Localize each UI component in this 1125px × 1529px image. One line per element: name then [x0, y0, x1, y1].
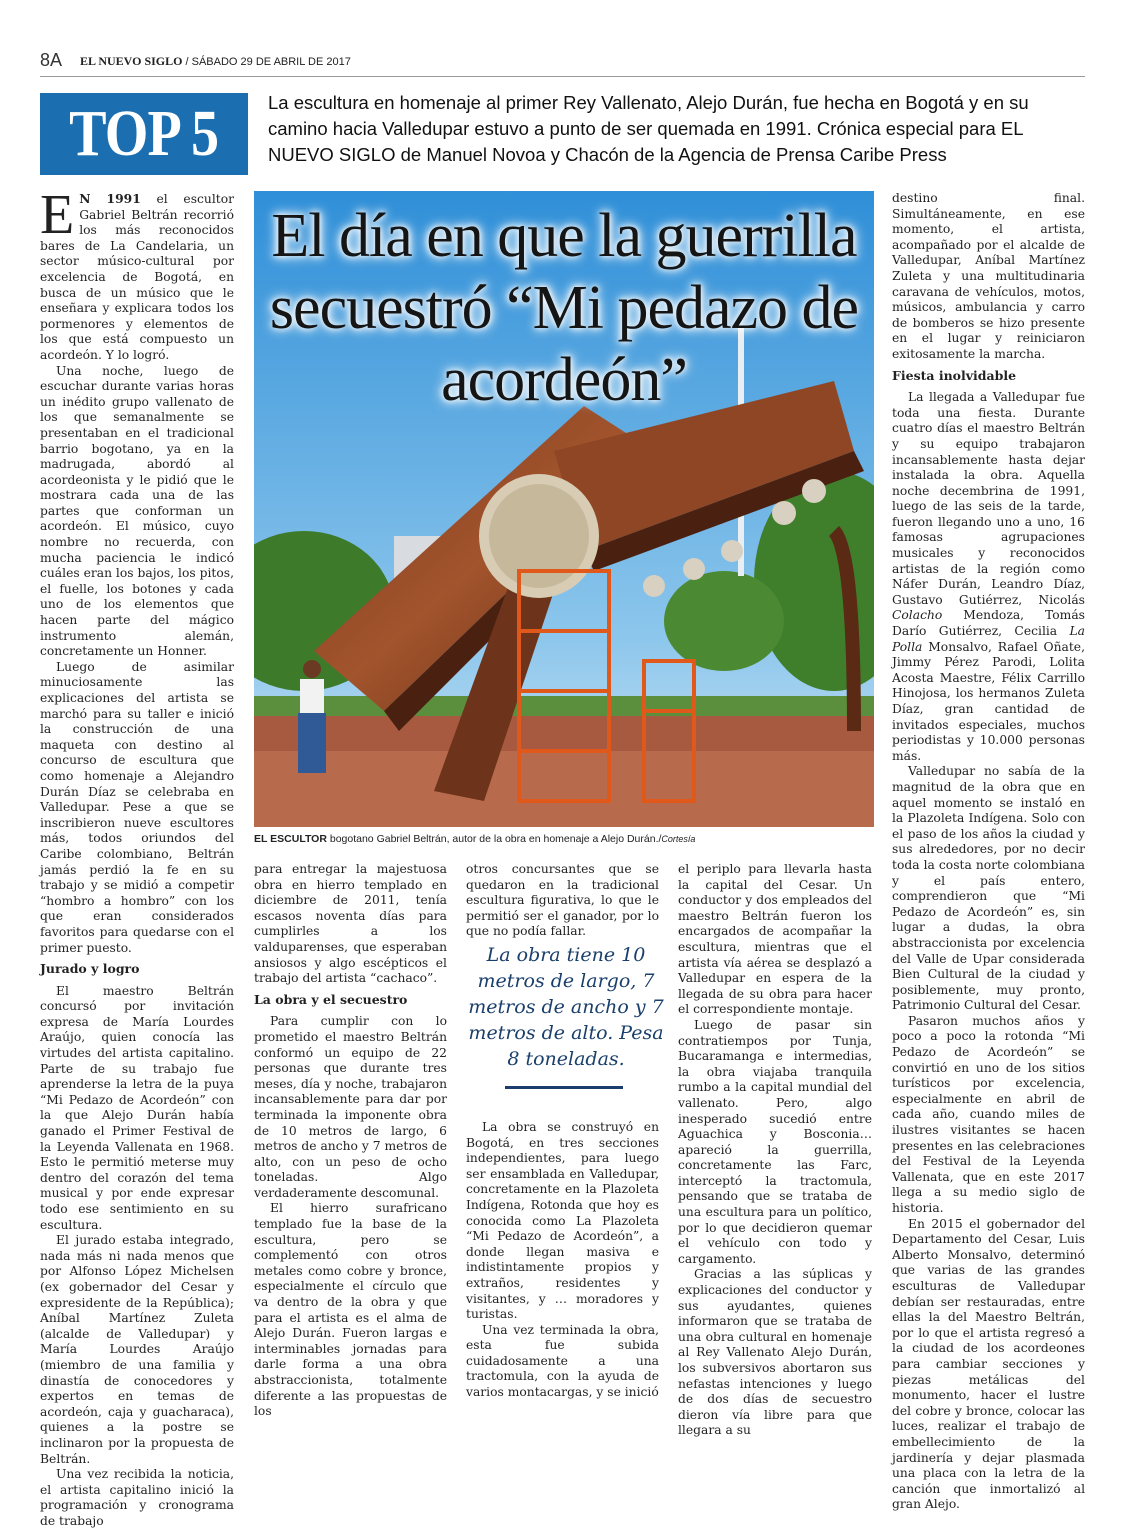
nickname: Colacho [892, 608, 943, 623]
paragraph-text: Monsalvo, Rafael Oñate, Jimmy Pérez Parodi, Lolita Acosta Maestre, Félix Carrillo Hinojosa, los hermanos Zuleta Díaz, gran cantidad de invitados especiales, muchos periodistas y 10.000 personas más. [892, 639, 1085, 763]
article-deck: La escultura en homenaje al primer Rey Vallenato, Alejo Durán, fue hecha en Bogotá y en su camino hacia Valledupar estuvo a punto de ser quemada en 1991. Crónica especial para EL NUEVO SIGLO de Manuel Novoa y Chacón de la Agencia de Prensa Caribe Press [268, 92, 1029, 165]
paragraph: Luego de pasar sin contratiempos por Tunja, Bucaramanga e intermedias, la obra viajaba tranquila rumbo a la capital mundial del vallenato. Pero, algo inesperado sucedió entre Aguachica y Bosconia… apareció la guerrilla, concretamente las Farc, interceptó la tractomula, pensando que se trataba de una escultura para un político, por lo que decidieron quemar el vehículo con todo y cargamento. [678, 1017, 872, 1266]
paragraph: destino final. Simultáneamente, en ese momento, el artista, acompañado por el alcalde de Valledupar, Aníbal Martínez Zuleta y una multitudinaria caravana de vehículos, motos, músicos, ambulancia y carro de bomberos se hizo presente en el lugar y reiniciaron exitosamente la marcha. [892, 191, 1085, 361]
column-4 [678, 862, 872, 1439]
paragraph [892, 390, 1085, 764]
photo-caption [254, 833, 874, 845]
paragraph: Valledupar no sabía de la magnitud de la obra que en aquel momento se instaló en la Plazoleta Indígena. Solo con el paso de los años la ciudad y sus alrededores, por no decir toda la costa norte colombiana y el país entero, comprendieron que “Mi Pedazo de Acordeón” es, sin lugar a dudas, la obra abstraccionista por excelencia del Valle de Upar considerada Bien Cultural de la ciudad y posiblemente, muy pronto, Patrimonio Cultural del Cesar. [892, 764, 1085, 1013]
section-label-box [40, 93, 248, 175]
paragraph: El maestro Beltrán concursó por invitación expresa de María Lourdes Araújo, quien conocía las virtudes del artista capitalino. Parte de su trabajo fue aprenderse la letra de la puya “Mi Pedazo de Acordeón” con la que Alejo Durán había ganado el Primer Festival de la Leyenda Vallenata en 1968. Esto le permitió meterse muy dentro del corazón del tema musical y por ende expresar todo ese sentimiento en su escultura. [40, 983, 234, 1232]
paragraph: Una vez terminada la obra, esta fue subida cuidadosamente a una tractomula, con la ayuda de varios montacargas, y se inició [466, 1322, 659, 1400]
headline: El día en que la guerrilla secuestró “Mi pedazo de acordeón” [269, 202, 859, 414]
subheading-obra: La obra y el secuestro [254, 991, 408, 1007]
paragraph-text: La llegada a Valledupar fue toda una fiesta. Durante cuatro días el maestro Beltrán y su equipo trabajaron incansablemente hasta dejar instalada la obra. Aquella noche decembrina de 1991, luego de las seis de la tarde, fueron llegando uno a uno, 16 famosas agrupaciones musicales y reconocidos artistas de la región como Náfer Durán, Leandro Díaz, Gustavo Gutiérrez, Nicolás [892, 390, 1085, 607]
masthead-title: EL NUEVO SIGLO [80, 54, 183, 68]
paragraph: el periplo para llevarla hasta la capital del Cesar. Un conductor y dos empleados del maestro Beltrán fueron los encargados de acompañar la escultura, mientras que el artista vía aérea se desplazó a Valledupar en espera de la llegada de su obra para hacer el correspondiente montaje. [678, 862, 872, 1017]
paragraph: Pasaron muchos años y poco a poco la rotonda “Mi Pedazo de Acordeón” se convirtió en uno de los sitios turísticos por excelencia, especialmente en abril de cada año, cuando miles de ilustres visitantes se hacen presentes en las celebraciones del Festival de la Leyenda Vallenata, que en este 2017 llega a su medio siglo de historia. [892, 1013, 1085, 1215]
subheading-jurado: Jurado y logro [40, 961, 140, 977]
paragraph: El jurado estaba integrado, nada más ni nada menos que por Alfonso López Michelsen (ex gobernador del Cesar y expresidente de la República); Aníbal Martínez Zuleta (alcalde de Valledupar) y María Lourdes Araújo (miembro de una familia y dinastía de conocedores y expertos en temas de acordeón, caja y guacharaca), quienes a la postre se inclinaron por la propuesta de Beltrán. [40, 1233, 234, 1466]
column-5 [892, 191, 1085, 1513]
paragraph: Gracias a las súplicas y explicaciones del conductor y sus ayudantes, quienes informaron que se trataba de una obra cultural en homenaje al Rey Vallenato Alejo Durán, los subversivos abortaron sus nefastas intenciones y luego de dos días de secuestro dieron vía libre para que llegara a su [678, 1267, 872, 1438]
paragraph: para entregar la majestuosa obra en hierro templado en diciembre de 2011, tenía escasos noventa días para cumplirles a los valduparenses, que esperaban ansiosos y algo escépticos el trabajo del artista “cachaco”. [254, 862, 447, 986]
paragraph-text: el escultor Gabriel Beltrán recorrió los más reconocidos bares de La Candelaria, un sector músico-cultural por excelencia de Bogotá, en busca de un músico que le enseñara y explicara todos los pormenores y elementos de los que está compuesto un acordeón. Y lo logró. [40, 192, 234, 362]
paragraph: Una noche, luego de escuchar durante varias horas un inédito grupo vallenato de los que semanalmente se presentaban en el tradicional barrio bogotano, ya en la madrugada, abordó al acordeonista y le pidió que le mostrara cada una de las partes que conforman un acordeón. El músico, cuyo nombre no recuerda, con mucha paciencia le indicó cuáles eran los bajos, los pitos, el fuelle, los botones y cada uno de los elementos que hacen parte del mágico instrumento alemán, concretamente un Honner. [40, 363, 234, 659]
column-2 [254, 862, 447, 1420]
paragraph-text: Mendoza, Tomás Darío Gutiérrez, Cecilia [892, 608, 1085, 639]
paragraph: otros concursantes que se quedaron en la tradicional escultura figurativa, lo que le permitió ser el ganador, por lo que no podía fallar. [466, 862, 659, 939]
paragraph: Una vez recibida la noticia, el artista capitalino inició la programación y cronograma de trabajo [40, 1467, 234, 1528]
column-1 [40, 184, 234, 1529]
paragraph: Luego de asimilar minuciosamente las explicaciones del artista se marchó para su taller e inició la construcción de una maqueta con destino al concurso de escultura que como homenaje a Alejandro Durán Díaz se celebraba en Valledupar. Pese a que se inscribieron nueve escultores más, todos oriundos del Caribe colombiano, Beltrán jamás perdió la fe en su trabajo y se midió a competir “hombro a hombro” con los que eran considerados favoritos para quedarse con el primer puesto. [40, 659, 234, 955]
caption-credit: Cortesía [661, 834, 696, 844]
dateline: / SÁBADO 29 DE ABRIL DE 2017 [182, 56, 351, 68]
drop-cap: E [40, 184, 75, 246]
paragraph: Para cumplir con lo prometido el maestro Beltrán conformó un equipo de 22 personas que durante tres meses, día y noche, trabajaron incansablemente para dar por terminada la imponente obra de 10 metros de largo, 6 metros de ancho y 7 metros de alto, con un peso de ocho toneladas. Algo verdaderamente descomunal. [254, 1014, 447, 1200]
lead-caps: N 1991 [79, 191, 141, 206]
section-label: TOP 5 [69, 97, 219, 170]
nickname: La Polla [892, 624, 1085, 654]
subheading-fiesta: Fiesta inolvidable [892, 367, 1017, 383]
masthead [80, 54, 351, 69]
paragraph: El hierro surafricano templado fue la base de la escultura, pero se complementó con otros metales como cobre y bronce, especialmente el círculo que va dentro de la obra y que para el artista es el alma de Alejo Durán. Fueron largas e interminables jornadas para darle forma a una obra abstraccionista, totalmente diferente a las propuestas de los [254, 1201, 447, 1419]
paragraph: En 2015 el gobernador del Departamento del Cesar, Luis Alberto Monsalvo, determinó que varias de las grandes esculturas de Valledupar debían ser restauradas, entre ellas la del Maestro Beltrán, por lo que el artista regresó a la ciudad de los acordeones para cambiar secciones y piezas metálicas del monumento, hacer el lustre del cobre y bronce, colocar las luces, realizar el trabajo de embellecimiento de la jardinería y dejar plasmada una placa con la letra de la canción que inmortalizó al gran Alejo. [892, 1216, 1085, 1512]
pull-quote-rule [505, 1086, 623, 1089]
page-header [40, 50, 1085, 77]
caption-text: bogotano Gabriel Beltrán, autor de la obra en homenaje a Alejo Durán./ [326, 833, 662, 845]
caption-lead: EL ESCULTOR [254, 833, 327, 845]
pull-quote: La obra tiene 10 metros de largo, 7 metros de ancho y 7 metros de alto. Pesa 8 toneladas. [468, 944, 664, 1070]
page-number: 8A [40, 50, 63, 70]
paragraph [40, 184, 234, 364]
paragraph: La obra se construyó en Bogotá, en tres secciones independientes, para luego ser ensamblada en Valledupar, concretamente en la Plazoleta Indígena, Rotonda que hoy es conocida como La Plazoleta “Mi Pedazo de Acordeón”, a donde llegan masiva e indistintamente propios y extraños, residentes y visitantes, y … moradores y turistas. [466, 1119, 659, 1322]
